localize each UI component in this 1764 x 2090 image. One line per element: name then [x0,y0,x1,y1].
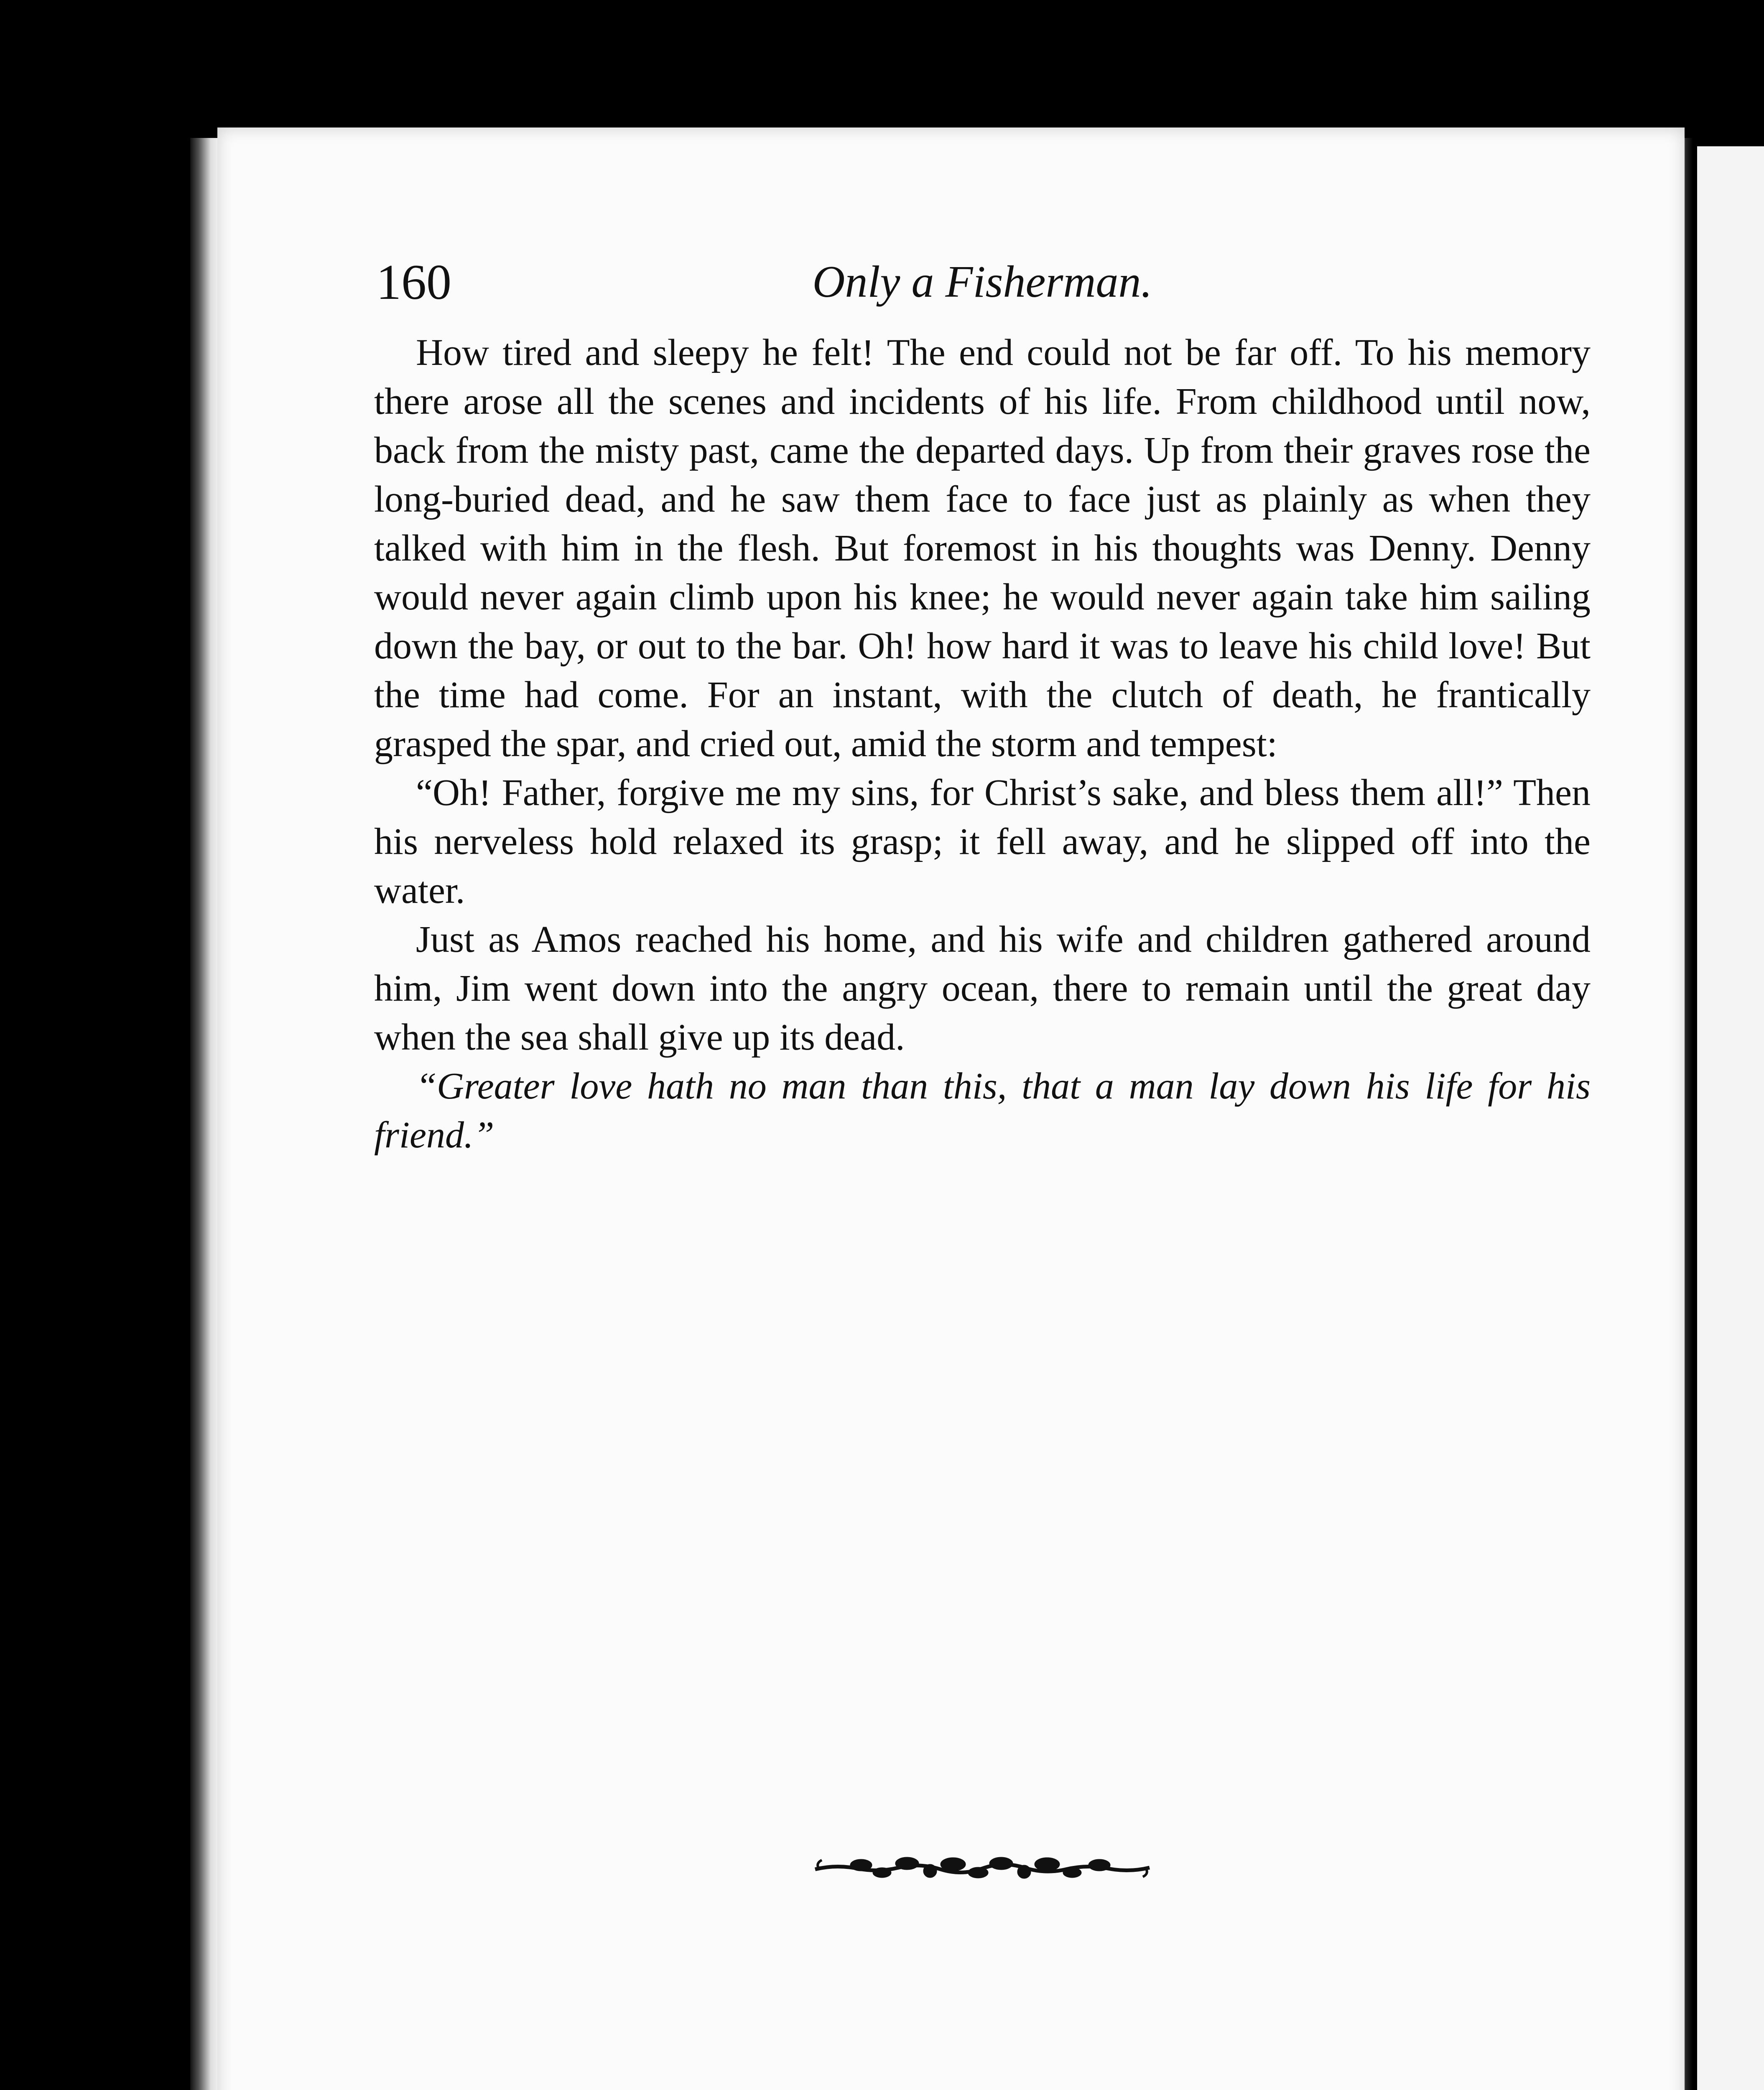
page-number: 160 [376,254,451,310]
page-body [374,328,1591,1160]
closing-quote: “Greater love hath no man than this, that a man lay down his life for his friend.” [374,1065,1591,1156]
paragraph-3: Just as Amos reached his home, and his wife and children gathered around him, Jim went down into the angry ocean, there to remain until the great day when the sea shall give up its dead. [374,919,1591,1058]
paragraph-2: “Oh! Father, forgive me my sins, for Christ’s sake, and bless them all!” Then his nerveless hold relaxed its grasp; it fell away, and he slipped off into the water. [374,772,1591,911]
page-header [376,251,1588,314]
facing-page-edge [1697,146,1764,2090]
floral-vine-ornament-icon [811,1848,1154,1889]
book-binding-edge [190,138,219,2090]
paragraph-1: How tired and sleepy he felt! The end could not be far off. To his memory there arose all the scenes and incidents of his life. From childhood until now, back from the misty past, came the departed days. Up from their graves rose the long-buried dead, and he saw them face to face just as plainly as when they talked with him in the flesh. But foremost in his thoughts was Denny. Denny would never again climb upon his knee; he would never again take him sailing down the bay, or out to the bar. Oh! how hard it was to leave his child love! But the time had come. For an instant, with the clutch of death, he frantically grasped the spar, and cried out, amid the storm and tempest: [374,332,1591,765]
running-title: Only a Fisherman. [812,257,1152,307]
